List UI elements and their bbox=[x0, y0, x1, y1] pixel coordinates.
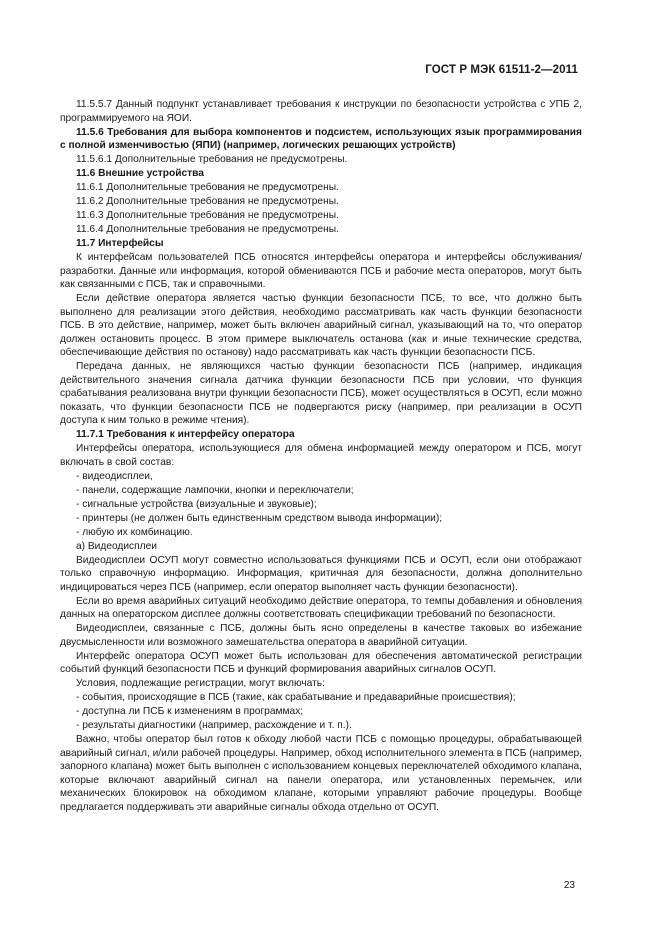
list-item: - панели, содержащие лампочки, кнопки и переключатели; bbox=[76, 484, 354, 496]
paragraph: Интерфейсы оператора, использующиеся для обмена информацией между оператором и ПСБ, могут включать в свой состав: bbox=[60, 443, 582, 468]
paragraph: 11.6.2 Дополнительные требования не предусмотрены. bbox=[76, 196, 339, 207]
paragraph: Условия, подлежащие регистрации, могут включать: bbox=[76, 678, 325, 689]
paragraph: Видеодисплеи ОСУП могут совместно использоваться функциями ПСБ и ОСУП, если они отображают только справочную информацию. Информация, критичная для безопасности, должна дополнительно индицироваться через ПСБ (например, если оператор выполняет часть функции безопасности). bbox=[60, 554, 582, 593]
list-item: - принтеры (не должен быть единственным средством вывода информации); bbox=[76, 512, 443, 524]
list-item: - видеодисплеи, bbox=[76, 470, 153, 482]
paragraph: 11.5.5.7 Данный подпункт устанавливает требования к инструкции по безопасности устройства с УПБ 2, программируемого на ЯОИ. bbox=[60, 99, 582, 124]
subsection-label: а) Видеодисплеи bbox=[76, 540, 157, 552]
list-item: - доступна ли ПСБ к изменениям в программах; bbox=[76, 706, 304, 717]
document-body bbox=[60, 98, 582, 815]
section-heading: 11.6 Внешние устройства bbox=[76, 168, 204, 179]
paragraph: 11.6.1 Дополнительные требования не предусмотрены. bbox=[76, 182, 339, 193]
section-heading: 11.5.6 Требования для выбора компонентов и подсистем, использующих язык программирования с полной изменчивостью (ЯПИ) (например, логических решающих устройств) bbox=[60, 126, 582, 151]
paragraph: 11.5.6.1 Дополнительные требования не предусмотрены. bbox=[76, 154, 348, 165]
paragraph: Если во время аварийных ситуаций необходимо действие оператора, то темпы добавления и обновления данных на операторском дисплее должны соответствовать спецификации требований по безопасности. bbox=[60, 595, 582, 620]
paragraph: Видеодисплеи, связанные с ПСБ, должны быть ясно определены в качестве таковых во избежание двусмысленности или возможного замешательства оператора в аварийной ситуации. bbox=[60, 623, 582, 648]
paragraph: Важно, чтобы оператор был готов к обходу любой части ПСБ с помощью процедуры, обрабатывающей аварийный сигнал, и/или рабочей процедуры. Например, обход исполнительного элемента в ПСБ (например, запорного клапана) может быть выполнен с использованием концевых переключателей обходимого клапана, которые включают аварийный сигнал на панели оператора, или установленных перемычек, или механических блокировок на обходимом клапане, которыми управляют рабочие процедуры. Вообще предлагается поддерживать эти аварийные сигналы обхода отдельно от ОСУП. bbox=[60, 734, 582, 813]
list-item: - результаты диагностики (например, расхождение и т. п.). bbox=[76, 720, 352, 731]
page-number: 23 bbox=[563, 880, 575, 891]
list-item: - события, происходящие в ПСБ (такие, как срабатывание и предаварийные происшествия); bbox=[76, 692, 516, 703]
paragraph: 11.6.3 Дополнительные требования не предусмотрены. bbox=[76, 210, 339, 221]
list-item: - любую их комбинацию. bbox=[76, 526, 193, 538]
paragraph: 11.6.4 Дополнительные требования не предусмотрены. bbox=[76, 224, 339, 235]
section-heading: 11.7.1 Требования к интерфейсу оператора bbox=[76, 429, 295, 440]
list-item: - сигнальные устройства (визуальные и звуковые); bbox=[76, 498, 317, 510]
paragraph: Интерфейс оператора ОСУП может быть использован для обеспечения автоматической регистрации событий функций безопасности ПСБ и функций формирования аварийных сигналов ОСУП. bbox=[60, 650, 582, 675]
paragraph: Если действие оператора является частью функции безопасности ПСБ, то все, что должно быть выполнено для реализации этого действия, необходимо рассматривать как часть функции безопасности ПСБ. В это действие, например, может быть включен аварийный сигнал, указывающий на то, что оператор должен остановить процесс. В этом примере выключатель останова (как и иные технические средства, обеспечивающие действия по останову) надо рассматривать как часть функции безопасности ПСБ. bbox=[60, 293, 582, 358]
paragraph: К интерфейсам пользователей ПСБ относятся интерфейсы оператора и интерфейсы обслуживания/разработки. Данные или информация, которой обмениваются ПСБ и рабочие места операторов, могут быть как связанными с ПСБ, так и справочными. bbox=[60, 252, 582, 290]
paragraph: Передача данных, не являющихся частью функции безопасности ПСБ (например, индикация действительного значения сигнала датчика функции безопасности ПСБ при условии, что функция срабатывания реализована внутри функции безопасности ПСБ), может осуществляться в ОСУП, если можно показать, что функции безопасности ПСБ не подвергаются риску (например, при реализации в ОСУП доступа к ним только в режиме чтения). bbox=[60, 361, 582, 426]
section-heading: 11.7 Интерфейсы bbox=[76, 238, 164, 249]
standard-header: ГОСТ Р МЭК 61511-2—2011 bbox=[425, 64, 578, 76]
